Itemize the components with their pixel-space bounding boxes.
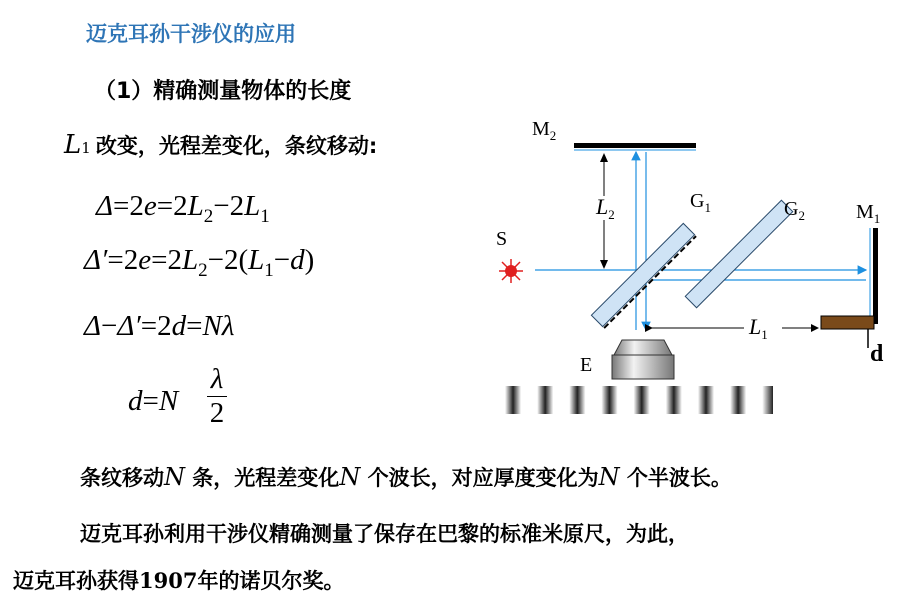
eq3-part: =2: [140, 310, 172, 342]
l2-arrow-top: [600, 153, 608, 162]
eq1-part: =2: [113, 190, 144, 222]
label-g1: $G_1$: [690, 190, 711, 215]
para1-text: 条纹移动: [80, 466, 164, 490]
eq2-part: −: [273, 244, 291, 276]
eq2-sub: 2: [198, 259, 208, 281]
eq2-part: −2(: [207, 244, 249, 276]
fringe-pattern: [505, 386, 773, 414]
l1-subscript: 1: [81, 139, 91, 157]
label-l2: $L_2$: [596, 194, 615, 222]
eq2-sub: 1: [264, 259, 274, 281]
eq3-d: d: [171, 310, 187, 342]
eq1-delta: Δ: [96, 190, 114, 222]
para3-text: 迈克耳孙获得: [13, 569, 139, 593]
eq2-part: =2: [151, 244, 182, 276]
eq3-lambda: λ: [221, 310, 235, 342]
eq2-l2: L: [181, 244, 199, 276]
eq4-d: d: [128, 385, 143, 417]
para1-n: N: [339, 463, 361, 491]
para1-text: 条，光程差变化: [185, 466, 340, 490]
eq2-d: d: [290, 244, 305, 276]
eq2-l1: L: [248, 244, 265, 276]
para3-text: 年的诺贝尔奖。: [197, 569, 345, 593]
condition-text: 改变，光程差变化，条纹移动:: [95, 134, 378, 158]
eq3-part: =: [186, 310, 203, 342]
para1-text: 个半波长。: [619, 466, 732, 490]
eyepiece-icon: [612, 340, 674, 379]
label-m2: $M_2$: [532, 118, 557, 143]
eq1-part: =2: [156, 190, 188, 222]
eq2-part: =2: [107, 244, 139, 276]
para1-n: N: [164, 463, 185, 491]
eq1-sub: 1: [260, 205, 270, 227]
mirror-m2: [574, 143, 696, 148]
eq4-part: =: [142, 385, 159, 417]
l2-arrow-bottom: [600, 260, 608, 269]
label-m1: $M_1$: [856, 201, 881, 226]
eq1-l2: L: [187, 190, 204, 222]
eq1-l1: L: [244, 190, 261, 222]
label-s: S: [496, 228, 508, 250]
label-e: E: [580, 354, 593, 376]
eq3-delta-prime: Δ′: [117, 310, 141, 342]
plate-g1: [591, 223, 696, 328]
light-source-icon: [499, 259, 523, 283]
eq3-n: N: [202, 310, 222, 342]
label-l1: $L_1$: [749, 314, 768, 342]
eq4-n: N: [158, 385, 179, 417]
eq1-e: e: [143, 190, 157, 222]
eq2-delta-prime: Δ′: [84, 244, 108, 276]
fraction-denominator: 2: [209, 397, 225, 429]
label-d: d: [870, 341, 884, 367]
label-g2: $G_2$: [784, 198, 805, 223]
eq3-part: −: [101, 310, 118, 342]
sample-block: [821, 316, 874, 329]
mirror-m1: [873, 228, 878, 324]
para3-year: 1907: [139, 568, 198, 593]
para1-n: N: [598, 463, 620, 491]
para1-text: 个波长，对应厚度变化为: [360, 466, 599, 490]
eq3-delta: Δ: [84, 310, 102, 342]
page-title: 迈克耳孙干涉仪的应用: [86, 22, 296, 46]
paragraph-meter: 迈克耳孙利用干涉仪精确测量了保存在巴黎的标准米原尺，为此，: [80, 522, 689, 546]
l1-variable: L: [64, 130, 82, 160]
eq1-part: −2: [213, 190, 245, 222]
eq2-part: ): [304, 244, 315, 276]
fraction-numerator: λ: [210, 363, 224, 395]
plate-g2: [685, 200, 792, 307]
eq1-sub: 2: [203, 205, 214, 227]
eq2-e: e: [138, 244, 152, 276]
section-subtitle: （1）精确测量物体的长度: [94, 79, 352, 104]
